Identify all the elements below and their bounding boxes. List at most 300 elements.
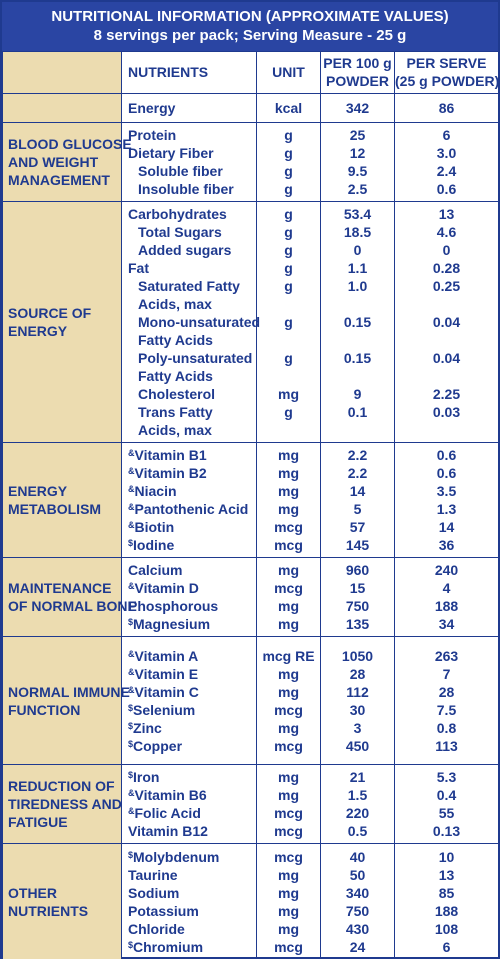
- perserve-header-line2: (25 g POWDER): [395, 72, 500, 89]
- footnote-mark: &: [128, 484, 135, 494]
- nutrient-name-text: Phosphorous: [128, 598, 219, 614]
- category-label-line: OF NORMAL BONE: [8, 598, 137, 614]
- spacer-line: [395, 367, 498, 385]
- perserve-header: [395, 52, 499, 94]
- footnote-mark: $: [128, 720, 134, 731]
- category-label-line: NUTRIENTS: [8, 903, 89, 919]
- unit-value: mcg: [274, 519, 303, 535]
- nutrient-name-text: Total Sugars: [138, 224, 222, 240]
- perserve-value: 0.6: [436, 465, 457, 481]
- unit-value: g: [284, 260, 293, 276]
- per100-value: 9: [353, 386, 362, 402]
- unit-value: g: [284, 278, 293, 294]
- nutrient-name-text: Molybdenum: [133, 849, 220, 865]
- nutrient-name: [128, 804, 256, 822]
- unit-value: mg: [278, 921, 299, 937]
- perserve-values-cell: [395, 94, 499, 123]
- spacer-line: [395, 295, 498, 313]
- perserve-value: 6: [442, 939, 451, 955]
- footnote-mark: $: [128, 940, 134, 950]
- category-cell: [3, 637, 130, 765]
- unit-values-cell: [257, 765, 321, 844]
- per100-value: 28: [349, 665, 366, 682]
- nutrient-name-text: Sodium: [128, 885, 180, 901]
- perserve-value: 86: [438, 100, 455, 116]
- per100-value: 2.5: [347, 181, 368, 197]
- perserve-value: 4: [442, 580, 451, 596]
- spacer-line: [395, 421, 498, 439]
- footnote-mark: &: [128, 806, 135, 816]
- header-row: [3, 52, 499, 94]
- nutrient-name-text: Vitamin C: [134, 683, 199, 700]
- perserve-values-cell: [395, 202, 499, 443]
- per100-values-cell: [321, 94, 395, 123]
- unit-value: g: [284, 242, 293, 258]
- nutrient-name-text: Trans Fatty: [138, 404, 213, 420]
- footnote-mark: $: [128, 850, 134, 860]
- nutrient-names-cell: [122, 202, 261, 443]
- nutrient-name: [128, 938, 256, 956]
- per100-value: 750: [345, 903, 370, 919]
- perserve-value: 188: [434, 903, 459, 919]
- perserve-value: 0.25: [432, 278, 461, 294]
- per100-value: 25: [349, 127, 366, 143]
- per100-value: 0.5: [347, 823, 368, 839]
- per100-value: 750: [345, 598, 370, 614]
- category-cell: [3, 558, 137, 637]
- nutrient-name: [128, 579, 256, 597]
- nutrient-name-text: Acids, max: [138, 296, 212, 312]
- nutrient-name-text: Folic Acid: [134, 805, 201, 821]
- per100-value: 342: [345, 100, 370, 116]
- nutrients-header: NUTRIENTS: [122, 52, 257, 94]
- perserve-value: 2.4: [436, 163, 457, 179]
- perserve-value: 34: [438, 616, 455, 632]
- category-label-line: MANAGEMENT: [8, 172, 110, 188]
- per100-value: 112: [346, 683, 369, 700]
- spacer-line: [257, 367, 320, 385]
- perserve-value: 0.03: [432, 404, 461, 420]
- nutrient-name-text: Zinc: [133, 719, 162, 736]
- unit-values-cell: [257, 202, 321, 443]
- nutrient-section: [3, 637, 499, 765]
- footnote-mark: $: [128, 738, 134, 749]
- per100-value: 135: [345, 616, 370, 632]
- unit-value: mg: [278, 683, 299, 700]
- spacer-line: [257, 421, 320, 439]
- unit-value: kcal: [274, 100, 303, 116]
- nutrient-name: [128, 597, 256, 615]
- perserve-values-cell: [395, 765, 499, 844]
- unit-values-cell: [257, 443, 321, 558]
- nutrient-name: [128, 241, 256, 259]
- nutrient-name: [128, 331, 256, 349]
- perserve-header-line1: PER SERVE: [406, 54, 487, 71]
- nutrient-name-text: Dietary Fiber: [128, 145, 214, 161]
- nutrient-name-text: Iodine: [133, 537, 175, 553]
- title-banner: [2, 2, 498, 51]
- nutrient-name-text: Vitamin B6: [134, 787, 207, 803]
- unit-header: UNIT: [257, 52, 321, 94]
- perserve-value: 0.6: [436, 181, 457, 197]
- unit-value: mg: [278, 562, 299, 578]
- nutrient-name-text: Vitamin B12: [128, 823, 208, 839]
- nutrient-name: [128, 768, 256, 786]
- category-label-line: OTHER: [8, 885, 57, 901]
- nutrient-name-text: Soluble fiber: [138, 163, 223, 179]
- nutrient-name: [128, 902, 256, 920]
- per100-value: 1.0: [347, 278, 368, 294]
- perserve-values-cell: [395, 558, 499, 637]
- per100-value: 40: [349, 849, 366, 865]
- nutrient-names-cell: [122, 94, 257, 123]
- per100-header-line1: PER 100 g: [323, 54, 392, 71]
- perserve-value: 4.6: [436, 224, 457, 240]
- perserve-value: 6: [442, 127, 451, 143]
- nutrient-name-text: Mono-unsaturated: [138, 314, 261, 330]
- category-label-line: ENERGY: [8, 323, 68, 339]
- nutrient-name: [128, 536, 256, 554]
- per100-value: 53.4: [343, 206, 372, 222]
- per100-value: 2.2: [347, 447, 368, 463]
- category-label-line: FUNCTION: [8, 701, 81, 718]
- nutrient-name: [128, 482, 256, 500]
- perserve-value: 13: [438, 867, 455, 883]
- nutrient-section: [3, 123, 499, 202]
- per100-value: 50: [349, 867, 366, 883]
- nutrient-name: [128, 665, 256, 683]
- category-label-line: NORMAL IMMUNE: [8, 683, 130, 700]
- per100-value: 30: [349, 701, 366, 718]
- nutrition-table-body: [3, 52, 499, 959]
- footnote-mark: &: [128, 684, 135, 695]
- spacer-line: [321, 367, 394, 385]
- unit-value: mcg: [274, 939, 303, 955]
- per100-value: 24: [349, 939, 366, 955]
- nutrient-name: [128, 313, 261, 331]
- footnote-mark: $: [128, 770, 134, 780]
- nutrient-name-text: Acids, max: [138, 422, 212, 438]
- category-cell: [3, 123, 132, 202]
- spacer-line: [257, 295, 320, 313]
- per100-values-cell: [321, 765, 395, 844]
- perserve-value: 85: [438, 885, 455, 901]
- nutrient-name-text: Iron: [133, 769, 160, 785]
- perserve-value: 28: [438, 683, 455, 700]
- per100-value: 220: [345, 805, 370, 821]
- category-label-line: METABOLISM: [8, 501, 102, 517]
- nutrient-name: [128, 561, 256, 579]
- unit-value: g: [284, 181, 293, 197]
- nutrient-name-text: Biotin: [134, 519, 175, 535]
- spacer-line: [321, 421, 394, 439]
- nutrient-name-text: Selenium: [133, 701, 196, 718]
- unit-values-cell: [257, 94, 321, 123]
- nutrient-names-cell: [122, 123, 257, 202]
- nutrient-name: [128, 615, 256, 633]
- perserve-value: 0: [442, 242, 451, 258]
- nutrient-name-text: Vitamin D: [134, 580, 199, 596]
- nutrient-name: [128, 446, 256, 464]
- category-label-line: REDUCTION OF: [8, 778, 115, 794]
- per100-values-cell: [321, 202, 395, 443]
- spacer-line: [257, 331, 320, 349]
- spacer-line: [395, 331, 498, 349]
- footnote-mark: $: [128, 702, 134, 713]
- nutrient-name-text: Cholesterol: [138, 386, 216, 402]
- nutrient-name-text: Vitamin B1: [134, 447, 207, 463]
- nutrient-name: [128, 884, 256, 902]
- category-cell: [3, 443, 122, 558]
- label-subtitle: 8 servings per pack; Serving Measure - 25 g: [93, 27, 407, 44]
- nutrient-name-text: Fatty Acids: [138, 368, 213, 384]
- nutrient-name: [128, 126, 256, 144]
- category-header-cell: [3, 52, 122, 94]
- unit-value: mg: [278, 598, 299, 614]
- nutrient-name: [128, 786, 256, 804]
- perserve-value: 7: [442, 665, 451, 682]
- per100-values-cell: [321, 558, 395, 637]
- per100-header: [321, 52, 395, 94]
- unit-value: mg: [278, 867, 299, 883]
- footnote-mark: &: [128, 666, 135, 677]
- nutrient-name: [128, 367, 256, 385]
- unit-values-cell: [257, 844, 321, 959]
- unit-value: g: [284, 224, 293, 240]
- nutrient-name-text: Added sugars: [138, 242, 232, 258]
- unit-value: mcg: [274, 823, 303, 839]
- unit-value: g: [284, 206, 293, 222]
- footnote-mark: &: [128, 788, 135, 798]
- per100-value: 2.2: [347, 465, 368, 481]
- footnote-mark: &: [128, 448, 135, 458]
- perserve-values-cell: [395, 123, 499, 202]
- per100-values-cell: [321, 443, 395, 558]
- footnote-mark: &: [128, 502, 135, 512]
- per100-value: 21: [349, 769, 366, 785]
- unit-value: mg: [278, 787, 299, 803]
- nutrient-name: [128, 500, 256, 518]
- nutrient-name-text: Calcium: [128, 562, 183, 578]
- perserve-value: 36: [438, 537, 455, 553]
- unit-value: mg: [278, 769, 299, 785]
- nutrient-name-text: Vitamin B2: [134, 465, 207, 481]
- category-cell: [3, 94, 122, 123]
- perserve-value: 55: [438, 805, 455, 821]
- per100-value: 145: [345, 537, 370, 553]
- per100-value: 18.5: [343, 224, 372, 240]
- per100-value: 57: [349, 519, 366, 535]
- perserve-value: 188: [434, 598, 459, 614]
- nutrient-name-text: Energy: [128, 100, 176, 116]
- unit-value: g: [284, 314, 293, 330]
- per100-value: 15: [349, 580, 366, 596]
- nutrient-name-text: Taurine: [128, 867, 178, 883]
- nutrient-name: [128, 719, 256, 737]
- unit-value: mg: [278, 719, 299, 736]
- unit-value: mg: [278, 665, 299, 682]
- nutrient-section: [3, 202, 499, 443]
- unit-value: mg: [278, 903, 299, 919]
- unit-value: g: [284, 350, 293, 366]
- unit-value: mcg: [274, 805, 303, 821]
- unit-value: mcg: [274, 737, 303, 754]
- nutrient-name: [128, 421, 256, 439]
- unit-value: mg: [278, 447, 299, 463]
- unit-value: mcg: [274, 580, 303, 596]
- unit-values-cell: [257, 637, 321, 765]
- perserve-value: 263: [434, 647, 459, 664]
- unit-value: mg: [278, 501, 299, 517]
- nutrient-name: [128, 180, 256, 198]
- nutrient-name-text: Protein: [128, 127, 177, 143]
- unit-value: mg: [278, 465, 299, 481]
- unit-value: g: [284, 127, 293, 143]
- nutrient-name: [128, 464, 256, 482]
- nutrient-names-cell: [122, 765, 257, 844]
- nutrient-name: [128, 277, 256, 295]
- per100-header-line2: POWDER: [326, 72, 389, 89]
- nutrient-name: [128, 259, 256, 277]
- perserve-value: 5.3: [436, 769, 457, 785]
- nutrient-names-cell: [122, 443, 257, 558]
- category-label-line: SOURCE OF: [8, 305, 92, 321]
- unit-value: mg: [278, 616, 299, 632]
- nutrient-name: [128, 205, 256, 223]
- per100-value: 1050: [341, 647, 374, 664]
- per100-value: 5: [353, 501, 362, 517]
- perserve-value: 240: [434, 562, 459, 578]
- nutrient-name: [128, 866, 256, 884]
- unit-value: g: [284, 145, 293, 161]
- nutrient-names-cell: [122, 844, 257, 959]
- footnote-mark: $: [128, 617, 134, 627]
- perserve-value: 0.8: [436, 719, 457, 736]
- nutrient-name-text: Fatty Acids: [138, 332, 213, 348]
- nutrient-name-text: Chloride: [128, 921, 185, 937]
- nutrient-name: [128, 162, 256, 180]
- per100-value: 960: [345, 562, 370, 578]
- nutrient-section: [3, 558, 499, 637]
- per100-value: 340: [345, 885, 370, 901]
- nutrient-name: [128, 144, 256, 162]
- category-label-line: ENERGY: [8, 483, 68, 499]
- nutrient-name-text: Vitamin E: [134, 665, 199, 682]
- nutrient-name: [128, 99, 256, 117]
- nutrient-name-text: Fat: [128, 260, 149, 276]
- per100-value: 450: [345, 737, 370, 754]
- category-label-line: BLOOD GLUCOSE: [8, 136, 132, 152]
- label-title: NUTRITIONAL INFORMATION (APPROXIMATE VALUES): [51, 8, 449, 25]
- nutrient-name-text: Pantothenic Acid: [134, 501, 249, 517]
- category-label-line: MAINTENANCE: [8, 580, 112, 596]
- category-label-line: AND WEIGHT: [8, 154, 99, 170]
- perserve-values-cell: [395, 443, 499, 558]
- nutrient-section: [3, 443, 499, 558]
- nutrient-name-text: Saturated Fatty: [138, 278, 240, 294]
- perserve-value: 1.3: [436, 501, 457, 517]
- footnote-mark: &: [128, 466, 135, 476]
- perserve-value: 0.04: [432, 314, 461, 330]
- nutrient-name-text: Vitamin A: [134, 647, 199, 664]
- nutrient-name: [128, 683, 256, 701]
- nutrient-name: [128, 848, 256, 866]
- nutrient-name: [128, 349, 256, 367]
- perserve-value: 7.5: [436, 701, 457, 718]
- unit-value: g: [284, 163, 293, 179]
- perserve-value: 113: [435, 737, 458, 754]
- perserve-value: 0.28: [432, 260, 461, 276]
- category-label-line: FATIGUE: [8, 814, 68, 830]
- nutrient-name: [128, 223, 256, 241]
- nutrient-name: [128, 822, 256, 840]
- per100-value: 430: [345, 921, 370, 937]
- perserve-value: 14: [438, 519, 455, 535]
- per100-value: 14: [349, 483, 366, 499]
- perserve-value: 108: [434, 921, 459, 937]
- category-cell: [3, 202, 122, 443]
- unit-values-cell: [257, 558, 321, 637]
- perserve-value: 0.04: [432, 350, 461, 366]
- footnote-mark: &: [128, 520, 135, 530]
- perserve-value: 0.6: [436, 447, 457, 463]
- perserve-value: 0.13: [432, 823, 461, 839]
- unit-value: mg: [278, 885, 299, 901]
- footnote-mark: $: [128, 538, 134, 548]
- per100-value: 0.1: [347, 404, 368, 420]
- perserve-value: 13: [438, 206, 455, 222]
- unit-value: mg: [278, 386, 299, 402]
- perserve-values-cell: [395, 844, 499, 959]
- unit-value: mcg: [274, 701, 303, 718]
- nutrient-name: [128, 737, 256, 755]
- perserve-value: 3.0: [436, 145, 457, 161]
- nutrient-name-text: Magnesium: [133, 616, 211, 632]
- spacer-line: [321, 331, 394, 349]
- per100-value: 1.5: [347, 787, 368, 803]
- per100-value: 3: [353, 719, 362, 736]
- per100-values-cell: [321, 844, 395, 959]
- nutrient-name-text: Potassium: [128, 903, 199, 919]
- perserve-values-cell: [395, 637, 499, 765]
- unit-value: g: [284, 404, 293, 420]
- unit-value: mcg: [274, 849, 303, 865]
- nutrient-section: [3, 94, 499, 123]
- nutrient-name: [128, 518, 256, 536]
- per100-values-cell: [321, 123, 395, 202]
- nutrient-name: [128, 385, 256, 403]
- nutrient-name: [128, 920, 256, 938]
- nutrient-section: [3, 844, 499, 959]
- footnote-mark: &: [128, 581, 135, 591]
- per100-value: 0: [353, 242, 362, 258]
- perserve-value: 0.4: [436, 787, 457, 803]
- nutrient-section: [3, 765, 499, 844]
- nutrient-names-cell: [122, 637, 257, 765]
- nutrient-name: [128, 647, 256, 665]
- per100-value: 1.1: [347, 260, 368, 276]
- nutrient-name: [128, 701, 256, 719]
- unit-value: mcg: [274, 537, 303, 553]
- per100-values-cell: [321, 637, 395, 765]
- per100-value: 0.15: [343, 314, 372, 330]
- footnote-mark: &: [128, 648, 135, 659]
- unit-value: mcg RE: [262, 647, 315, 664]
- perserve-value: 3.5: [436, 483, 457, 499]
- nutrient-name: [128, 295, 256, 313]
- per100-value: 12: [349, 145, 366, 161]
- nutrient-name-text: Poly-unsaturated: [138, 350, 253, 366]
